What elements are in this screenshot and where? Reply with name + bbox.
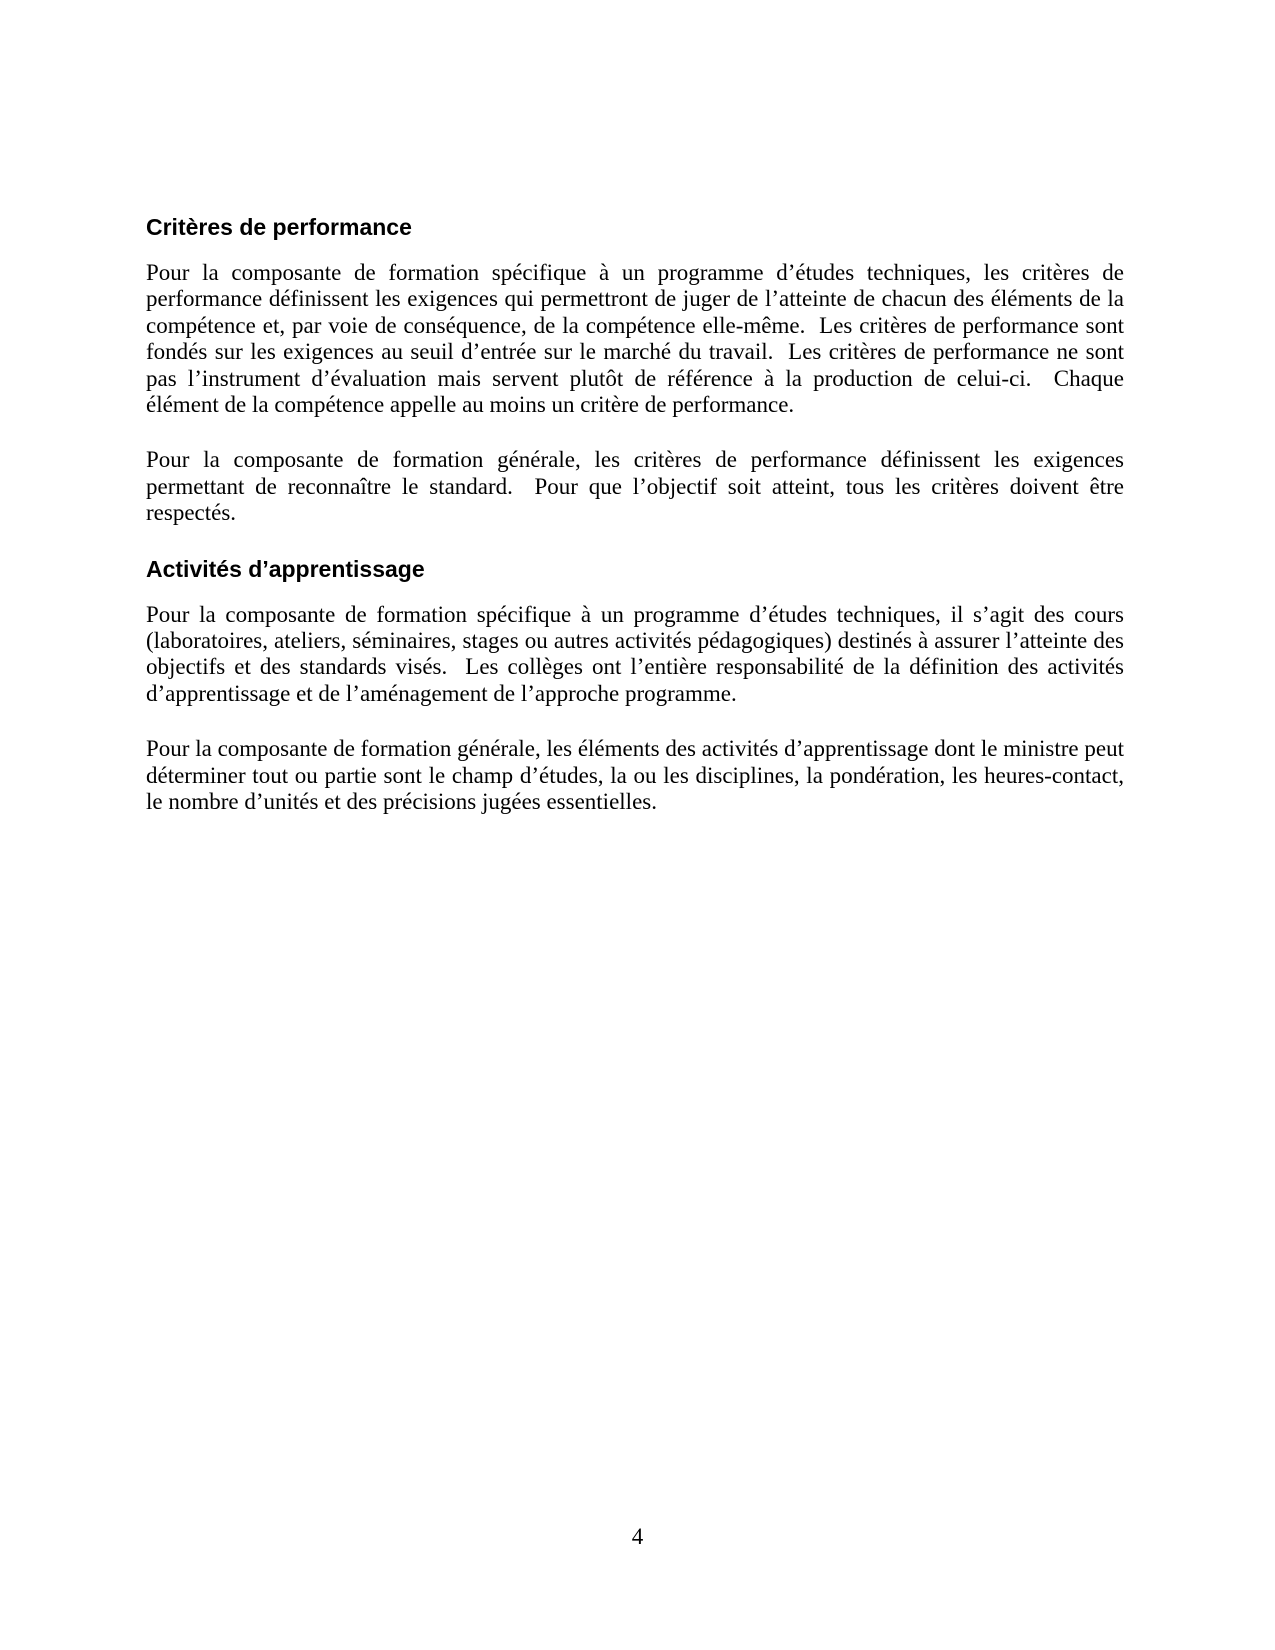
page-content [0,0,1275,816]
section-heading: Critères de performance [146,214,412,240]
section-criteres-de-performance [146,214,1130,527]
section-activites-apprentissage [146,555,1130,816]
paragraph: Pour la composante de formation spécifique à un programme d’études techniques, il s’agit des cours (laboratoires, ateliers, séminaires, stages ou autres activités pédagogiques) destinés à assurer l’atteinte des objectifs et des standards visés. Les collèges ont l’entière responsabilité de la définition des activités d’apprentissage et de l’aménagement de l’approche programme. [146,601,1130,706]
paragraph: Pour la composante de formation générale, les éléments des activités d’apprentissage dont le ministre peut déterminer tout ou partie sont le champ d’études, la ou les disciplines, la pondération, les heures-contact, le nombre d’unités et des précisions jugées essentielles. [146,736,1130,815]
section-heading: Activités d’apprentissage [146,555,425,582]
paragraph: Pour la composante de formation spécifique à un programme d’études techniques, les critères de performance définissent les exigences qui permettront de juger de l’atteinte de chacun des éléments de la compétence et, par voie de conséquence, de la compétence elle-même. Les critères de performance sont fondés sur les exigences au seuil d’entrée sur le marché du travail. Les critères de performance ne sont pas l’instrument d’évaluation mais servent plutôt de référence à la production de celui-ci. Chaque élément de la compétence appelle au moins un critère de performance. [146,260,1130,418]
paragraph: Pour la composante de formation générale, les critères de performance définissent les exigences permettant de reconnaître le standard. Pour que l’objectif soit atteint, tous les critères doivent être respectés. [146,447,1130,526]
page-number: 4 [631,1524,644,1549]
